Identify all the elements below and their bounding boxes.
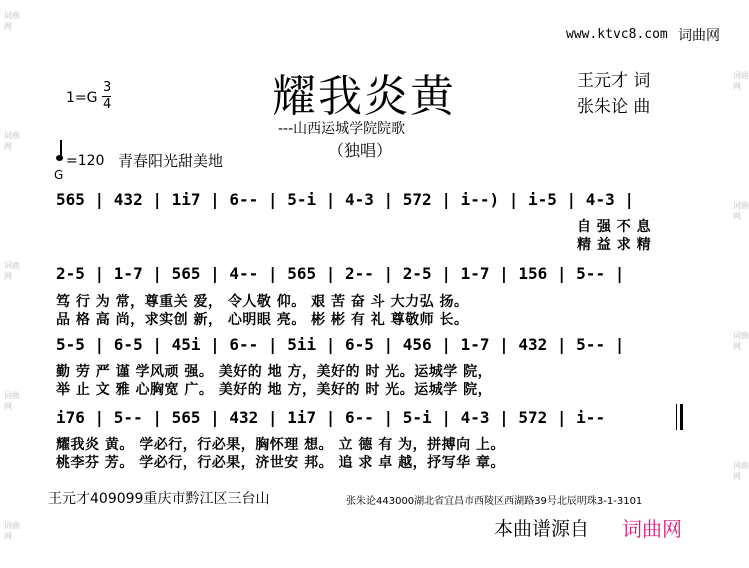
final-barline-thick xyxy=(680,404,683,430)
lyrics-4-verse2: 桃李芬 芳。 学必行，行必果，济世安 邦。 追 求 卓 越，抒写华 章。 xyxy=(56,455,505,471)
intro-lyric: 青春阳光甜美地 xyxy=(118,152,224,170)
watermark-text: 词曲网 xyxy=(733,461,749,481)
source-label: 本曲谱源自 xyxy=(494,518,590,540)
composer: 张朱论 曲 xyxy=(577,97,651,117)
final-barline-thin xyxy=(676,404,677,430)
watermark-text: 词曲网 xyxy=(4,261,20,281)
site-url[interactable]: www.ktvc8.com xyxy=(566,27,668,42)
lyrics-1-verse1: 自 强 不 息 xyxy=(577,219,652,235)
watermark-text: 词曲网 xyxy=(733,331,749,351)
notes-line-3: 5-5 | 6-5 | 45i | 6-- | 5ii | 6-5 | 456 | 1-7 | 432 | 5-- | xyxy=(56,335,625,354)
quarter-note-head xyxy=(56,155,63,161)
lyrics-4-verse1: 耀我炎 黄。 学必行，行必果，胸怀理 想。 立 德 有 为，拼搏向 上。 xyxy=(56,437,505,453)
lyrics-2-verse2: 品 格 高 尚，求实创 新， 心明眼 亮。 彬 彬 有 礼 尊敬师 长。 xyxy=(56,312,469,328)
performance-form: （独唱） xyxy=(328,141,393,160)
lyricist: 王元才 词 xyxy=(577,71,651,91)
notes-line-2: 2-5 | 1-7 | 565 | 4-- | 565 | 2-- | 2-5 | 1-7 | 156 | 5-- | xyxy=(56,264,625,283)
tempo-note-label: G xyxy=(54,168,64,182)
right-watermark xyxy=(729,0,749,568)
composer-address: 张朱论443000湖北省宜昌市西陵区西湖路39号北辰明珠3-1-3101 xyxy=(346,496,643,507)
lyrics-3-verse2: 举 止 文 雅 心胸宽 广。 美好的 地 方，美好的 时 光。运城学 院， xyxy=(56,382,493,398)
site-name[interactable]: 词曲网 xyxy=(678,28,720,44)
song-title: 耀我炎黄 xyxy=(272,71,456,122)
key-signature: 1=G xyxy=(66,90,98,106)
tempo-mark: =120 xyxy=(66,153,105,169)
time-signature-top: 3 xyxy=(103,80,112,95)
watermark-text: 词曲网 xyxy=(4,131,20,151)
watermark-text: 词曲网 xyxy=(4,521,20,541)
left-watermark xyxy=(0,0,20,568)
lyrics-3-verse1: 勤 劳 严 谨 学风顽 强。 美好的 地 方，美好的 时 光。运城学 院， xyxy=(56,364,493,380)
watermark-text: 词曲网 xyxy=(733,201,749,221)
time-signature-bottom: 4 xyxy=(103,97,112,112)
watermark-text: 词曲网 xyxy=(733,71,749,91)
lyrics-1-verse2: 精 益 求 精 xyxy=(577,237,652,253)
watermark-text: 词曲网 xyxy=(4,391,20,411)
notes-line-1: 565 | 432 | 1i7 | 6-- | 5-i | 4-3 | 572 | i--) | i-5 | 4-3 | xyxy=(56,190,634,209)
song-subtitle: ---山西运城学院院歌 xyxy=(278,121,406,137)
lyricist-address: 王元才409099重庆市黔江区三台山 xyxy=(48,491,270,507)
lyrics-2-verse1: 笃 行 为 常，尊重关 爱， 令人敬 仰。 艰 苦 奋 斗 大力弘 扬。 xyxy=(56,294,469,310)
notes-line-4: i76 | 5-- | 565 | 432 | 1i7 | 6-- | 5-i | 4-3 | 572 | i-- xyxy=(56,408,606,427)
watermark-text: 词曲网 xyxy=(4,11,20,31)
source-site-link[interactable]: 词曲网 xyxy=(622,517,682,541)
